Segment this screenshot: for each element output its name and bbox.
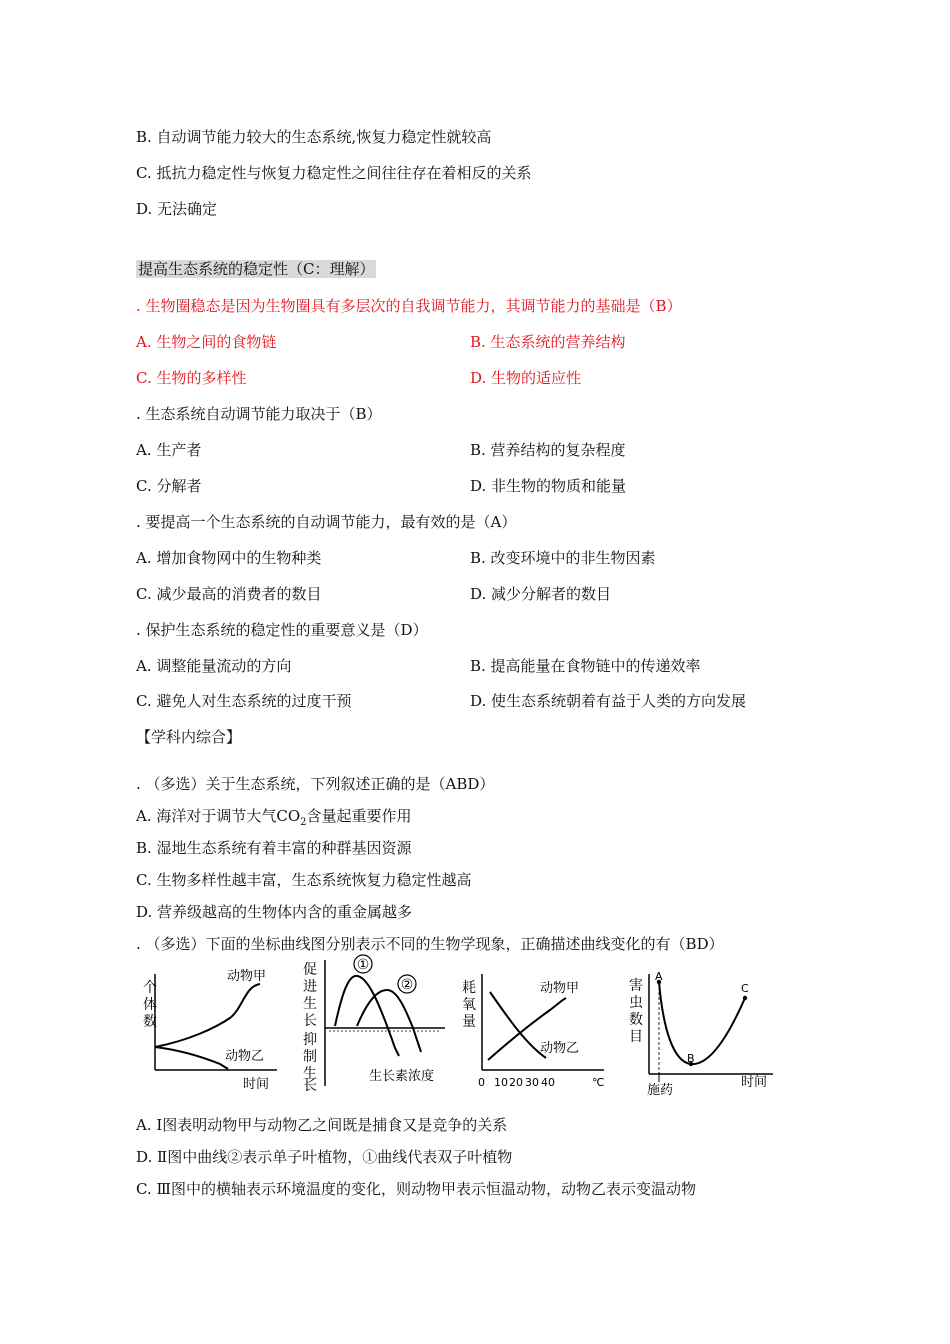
figure-2 <box>295 952 455 1096</box>
fig4-ylabel-1: 害 <box>629 978 643 994</box>
q1-option-d: D. 生物的适应性 <box>470 369 582 387</box>
fig2-curve-2 <box>357 990 421 1052</box>
q1-option-c: C. 生物的多样性 <box>136 369 247 387</box>
fig2-ylabel-top-1: 促 <box>303 962 317 978</box>
q2-stem: . 生态系统自动调节能力取决于（B） <box>136 405 382 423</box>
q1-stem: . 生物圈稳态是因为生物圈具有多层次的自我调节能力，其调节能力的基础是（B） <box>136 297 682 315</box>
fig4-point-c <box>743 996 747 1000</box>
q1-option-a: A. 生物之间的食物链 <box>136 333 277 351</box>
q5-option-d: D. 营养级越高的生物体内含的重金属越多 <box>136 903 413 921</box>
q3-option-c: C. 减少最高的消费者的数目 <box>136 585 322 603</box>
q2-option-c: C. 分解者 <box>136 477 202 495</box>
fig4-ylabel-3: 数 <box>629 1012 643 1028</box>
fig1-curve-a <box>155 984 260 1047</box>
q6-stem: . （多选）下面的坐标曲线图分别表示不同的生物学现象，正确描述曲线变化的有（BD） <box>136 935 724 953</box>
fig4-mark: 施药 <box>647 1083 674 1098</box>
fig2-ylabel-top-4: 长 <box>303 1013 317 1029</box>
fig3-tick-20: 20 <box>509 1076 523 1089</box>
fig2-label-1: ① <box>356 957 370 973</box>
q6-option-a: A. Ⅰ图表明动物甲与动物乙之间既是捕食又是竞争的关系 <box>136 1116 508 1134</box>
fig3-label-a: 动物甲 <box>540 981 580 996</box>
fig4-label-a: A <box>655 970 663 983</box>
fig2-ylabel-bottom-2: 制 <box>303 1049 317 1065</box>
q3-stem: . 要提高一个生态系统的自动调节能力，最有效的是（A） <box>136 513 517 531</box>
q5-option-a-post: 含量起重要作用 <box>306 807 412 825</box>
fig4-label-c: C <box>741 982 749 995</box>
fig3-tick-0: 0 <box>478 1076 485 1089</box>
q5-option-b: B. 湿地生态系统有着丰富的种群基因资源 <box>136 839 412 857</box>
q3-option-b: B. 改变环境中的非生物因素 <box>470 549 656 567</box>
q3-option-a: A. 增加食物网中的生物种类 <box>136 549 322 567</box>
fig4-ylabel-2: 虫 <box>629 995 643 1011</box>
fig1-ylabel-1: 个 <box>143 980 157 996</box>
fig2-curve-1 <box>335 976 399 1056</box>
fig1-ylabel-3: 数 <box>143 1014 157 1030</box>
figure-1 <box>135 968 285 1098</box>
fig3-tick-40: 40 <box>541 1076 555 1089</box>
fig3-ylabel-1: 耗 <box>462 980 476 996</box>
q5-option-a <box>136 806 412 833</box>
q5-option-c: C. 生物多样性越丰富，生态系统恢复力稳定性越高 <box>136 871 472 889</box>
option-b: B. 自动调节能力较大的生态系统,恢复力稳定性就较高 <box>136 128 492 146</box>
q3-option-d: D. 减少分解者的数目 <box>470 585 612 603</box>
fig1-ylabel-2: 体 <box>143 997 157 1013</box>
fig2-ylabel-top-3: 生 <box>303 996 317 1012</box>
fig2-ylabel-bottom-3: 生 <box>303 1066 317 1082</box>
q6-option-c: C. Ⅲ图中的横轴表示环境温度的变化，则动物甲表示恒温动物，动物乙表示变温动物 <box>136 1180 696 1198</box>
fig2-xlabel: 生长素浓度 <box>369 1069 435 1084</box>
fig1-xlabel: 时间 <box>243 1077 270 1092</box>
fig3-ylabel-3: 量 <box>462 1014 476 1030</box>
fig3-unit: ℃ <box>592 1076 605 1089</box>
q5-option-a-pre: A. 海洋对于调节大气CO <box>136 807 301 825</box>
subject-heading: 【学科内综合】 <box>136 728 242 746</box>
q4-option-b: B. 提高能量在食物链中的传递效率 <box>470 657 701 675</box>
fig4-label-b: B <box>687 1052 695 1065</box>
q4-option-c: C. 避免人对生态系统的过度干预 <box>136 692 352 710</box>
q2-option-d: D. 非生物的物质和能量 <box>470 477 627 495</box>
fig1-label-a: 动物甲 <box>227 969 267 984</box>
option-c: C. 抵抗力稳定性与恢复力稳定性之间往往存在着相反的关系 <box>136 164 532 182</box>
fig4-ylabel-4: 目 <box>629 1029 643 1045</box>
q4-option-d: D. 使生态系统朝着有益于人类的方向发展 <box>470 692 747 710</box>
fig4-curve <box>659 982 745 1064</box>
q1-option-b: B. 生态系统的营养结构 <box>470 333 626 351</box>
q6-option-d: D. Ⅱ图中曲线②表示单子叶植物，①曲线代表双子叶植物 <box>136 1148 513 1166</box>
figure-4 <box>625 968 775 1104</box>
option-d: D. 无法确定 <box>136 200 218 218</box>
fig4-xlabel: 时间 <box>741 1075 768 1090</box>
fig1-label-b: 动物乙 <box>225 1049 265 1064</box>
fig3-tick-30: 30 <box>525 1076 539 1089</box>
fig2-ylabel-bottom-1: 抑 <box>303 1032 317 1048</box>
fig2-label-2: ② <box>400 977 414 993</box>
figure-3 <box>458 968 608 1098</box>
q2-option-a: A. 生产者 <box>136 441 202 459</box>
q2-option-b: B. 营养结构的复杂程度 <box>470 441 626 459</box>
fig3-ylabel-2: 氧 <box>462 997 476 1013</box>
q5-stem: . （多选）关于生态系统，下列叙述正确的是（ABD） <box>136 775 495 793</box>
q5-option-a-sub: 2 <box>300 817 307 828</box>
fig1-curve-b <box>155 1047 228 1069</box>
fig3-curve-a <box>490 992 546 1058</box>
fig2-ylabel-bottom-4: 长 <box>303 1078 317 1092</box>
section-title-text: 提高生态系统的稳定性（C：理解） <box>138 260 375 278</box>
section-title <box>136 259 376 279</box>
q4-stem: . 保护生态系统的稳定性的重要意义是（D） <box>136 621 428 639</box>
q4-option-a: A. 调整能量流动的方向 <box>136 657 292 675</box>
fig3-label-b: 动物乙 <box>540 1041 580 1056</box>
fig2-ylabel-top-2: 进 <box>303 979 317 995</box>
fig3-tick-10: 10 <box>494 1076 508 1089</box>
